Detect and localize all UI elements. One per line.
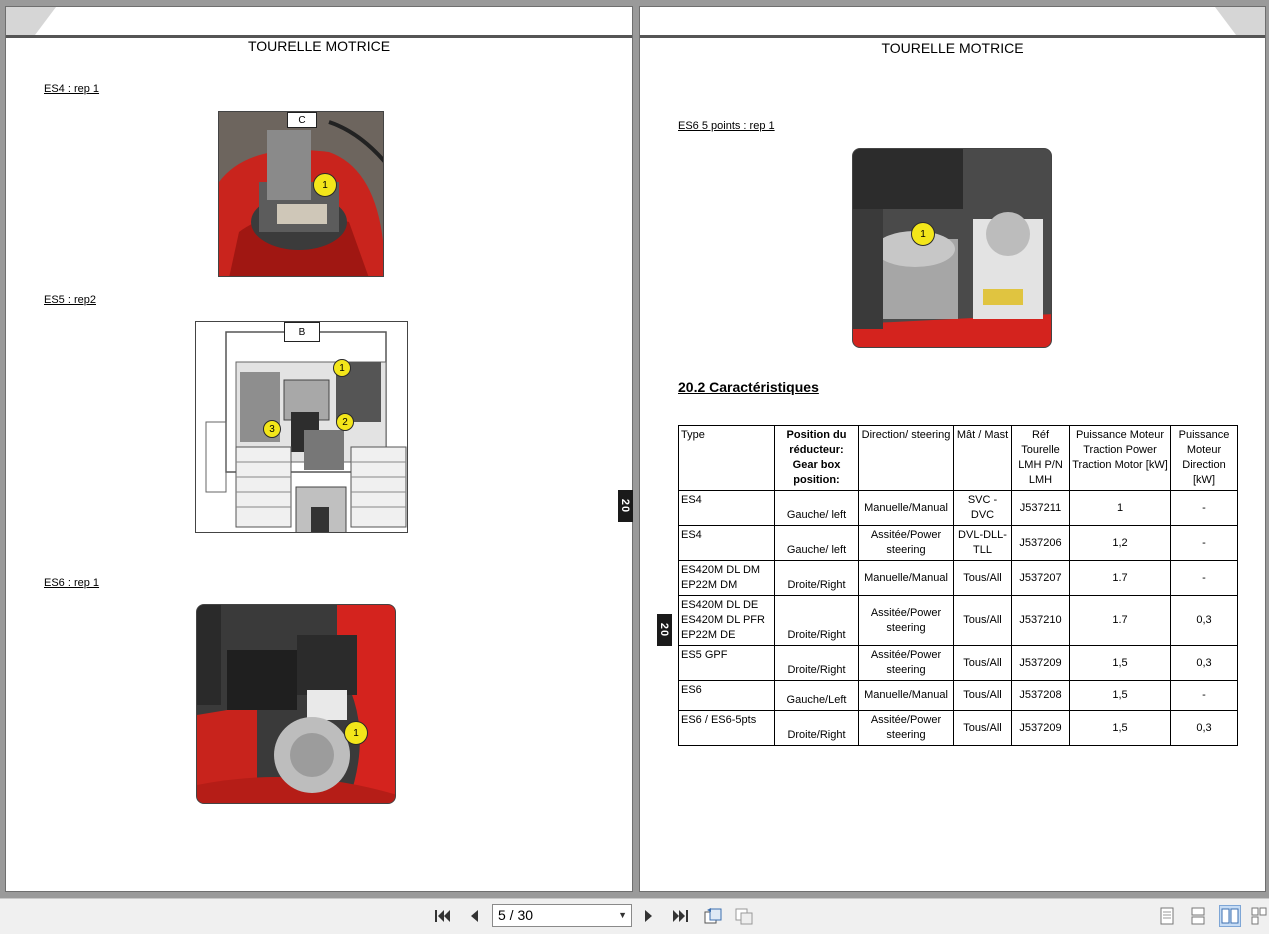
cell-direction: - <box>1171 681 1238 711</box>
fit-icon[interactable] <box>733 906 755 926</box>
cell-gear: Droite/Right <box>775 711 859 746</box>
cell-mast: Tous/All <box>954 646 1012 681</box>
page-number-input[interactable] <box>492 904 632 927</box>
cell-ref: J537210 <box>1012 596 1070 646</box>
section-label-es6-5pts: ES6 5 points : rep 1 <box>678 120 775 132</box>
table-row <box>679 491 1238 526</box>
cell-gear: Gauche/Left <box>775 681 859 711</box>
cell-type: ES420M DL DM EP22M DM <box>679 561 775 596</box>
photo-es6-5pts-drive <box>852 148 1052 348</box>
column-header: Mât / Mast <box>954 426 1012 491</box>
callout-badge: 1 <box>344 721 368 745</box>
viewer-toolbar <box>0 898 1269 934</box>
cell-gear: Droite/Right <box>775 646 859 681</box>
chevron-down-icon[interactable]: ▼ <box>618 910 627 920</box>
column-header: Réf Tourelle LMH P/N LMH <box>1012 426 1070 491</box>
photo-es6-drive <box>196 604 396 804</box>
rotate-icon[interactable] <box>702 906 724 926</box>
section-label-es4: ES4 : rep 1 <box>44 83 100 95</box>
cell-ref: J537207 <box>1012 561 1070 596</box>
cell-steering: Manuelle/Manual <box>859 681 954 711</box>
left-page <box>5 6 633 892</box>
page-title: TOURELLE MOTRICE <box>881 40 1024 56</box>
two-page-continuous-view-icon[interactable] <box>1250 905 1268 927</box>
cell-ref: J537209 <box>1012 646 1070 681</box>
table-row <box>679 711 1238 746</box>
cell-mast: Tous/All <box>954 711 1012 746</box>
cell-gear: Droite/Right <box>775 596 859 646</box>
callout-badge: 2 <box>336 413 354 431</box>
chapter-tab: 20 <box>657 614 672 646</box>
cell-ref: J537209 <box>1012 711 1070 746</box>
column-header: Direction/ steering <box>859 426 954 491</box>
cell-type: ES5 GPF <box>679 646 775 681</box>
cell-direction: 0,3 <box>1171 596 1238 646</box>
cell-direction: 0,3 <box>1171 646 1238 681</box>
photo-es4-drive <box>218 111 384 277</box>
cell-type: ES6 <box>679 681 775 711</box>
cell-ref: J537211 <box>1012 491 1070 526</box>
section-label-es5: ES5 : rep2 <box>44 294 96 306</box>
single-page-view-icon[interactable] <box>1156 905 1178 927</box>
view-marker: C <box>287 112 317 128</box>
table-row <box>679 646 1238 681</box>
cell-mast: Tous/All <box>954 596 1012 646</box>
cell-traction: 1,2 <box>1070 526 1171 561</box>
cell-type: ES420M DL DE ES420M DL PFR EP22M DE <box>679 596 775 646</box>
cell-traction: 1,5 <box>1070 711 1171 746</box>
cell-gear: Droite/Right <box>775 561 859 596</box>
cell-mast: Tous/All <box>954 681 1012 711</box>
callout-badge: 3 <box>263 420 281 438</box>
cell-type: ES4 <box>679 526 775 561</box>
cell-steering: Manuelle/Manual <box>859 491 954 526</box>
column-header: Puissance Moteur Traction Power Traction Motor [kW] <box>1070 426 1171 491</box>
right-page <box>639 6 1266 892</box>
cell-ref: J537206 <box>1012 526 1070 561</box>
cell-type: ES6 / ES6-5pts <box>679 711 775 746</box>
cell-mast: SVC - DVC <box>954 491 1012 526</box>
cell-steering: Assitée/Power steering <box>859 711 954 746</box>
callout-badge: 1 <box>911 222 935 246</box>
cell-direction: - <box>1171 526 1238 561</box>
column-header: Type <box>679 426 775 491</box>
next-page-icon[interactable] <box>638 906 660 926</box>
cell-traction: 1.7 <box>1070 561 1171 596</box>
cell-traction: 1,5 <box>1070 646 1171 681</box>
cell-steering: Assitée/Power steering <box>859 646 954 681</box>
cell-ref: J537208 <box>1012 681 1070 711</box>
cell-steering: Assitée/Power steering <box>859 526 954 561</box>
diagram-es5-drive <box>195 321 408 533</box>
cell-mast: Tous/All <box>954 561 1012 596</box>
table-row <box>679 526 1238 561</box>
cell-direction: - <box>1171 491 1238 526</box>
cell-traction: 1,5 <box>1070 681 1171 711</box>
callout-badge: 1 <box>333 359 351 377</box>
continuous-view-icon[interactable] <box>1187 905 1209 927</box>
table-header-row <box>679 426 1238 491</box>
callout-badge: 1 <box>313 173 337 197</box>
cell-direction: 0,3 <box>1171 711 1238 746</box>
column-header: Position du réducteur: Gear box position: <box>775 426 859 491</box>
cell-traction: 1.7 <box>1070 596 1171 646</box>
cell-gear: Gauche/ left <box>775 526 859 561</box>
page-header-band <box>640 7 1265 38</box>
page-indicator: 5 / 30 <box>498 907 534 923</box>
table-row <box>679 596 1238 646</box>
specs-table <box>678 425 1238 746</box>
cell-steering: Manuelle/Manual <box>859 561 954 596</box>
column-header: Puissance Moteur Direction [kW] <box>1171 426 1238 491</box>
cell-type: ES4 <box>679 491 775 526</box>
first-page-icon[interactable] <box>432 906 454 926</box>
two-page-view-icon[interactable] <box>1219 905 1241 927</box>
prev-page-icon[interactable] <box>463 906 485 926</box>
section-label-es6: ES6 : rep 1 <box>44 577 100 589</box>
cell-direction: - <box>1171 561 1238 596</box>
table-row <box>679 681 1238 711</box>
view-marker: B <box>284 322 320 342</box>
cell-gear: Gauche/ left <box>775 491 859 526</box>
page-header-band <box>6 7 632 38</box>
table-row <box>679 561 1238 596</box>
cell-mast: DVL-DLL-TLL <box>954 526 1012 561</box>
page-title: TOURELLE MOTRICE <box>247 38 391 54</box>
cell-steering: Assitée/Power steering <box>859 596 954 646</box>
section-heading: 20.2 Caractéristiques <box>678 379 819 395</box>
cell-traction: 1 <box>1070 491 1171 526</box>
last-page-icon[interactable] <box>669 906 691 926</box>
chapter-tab: 20 <box>618 490 633 522</box>
